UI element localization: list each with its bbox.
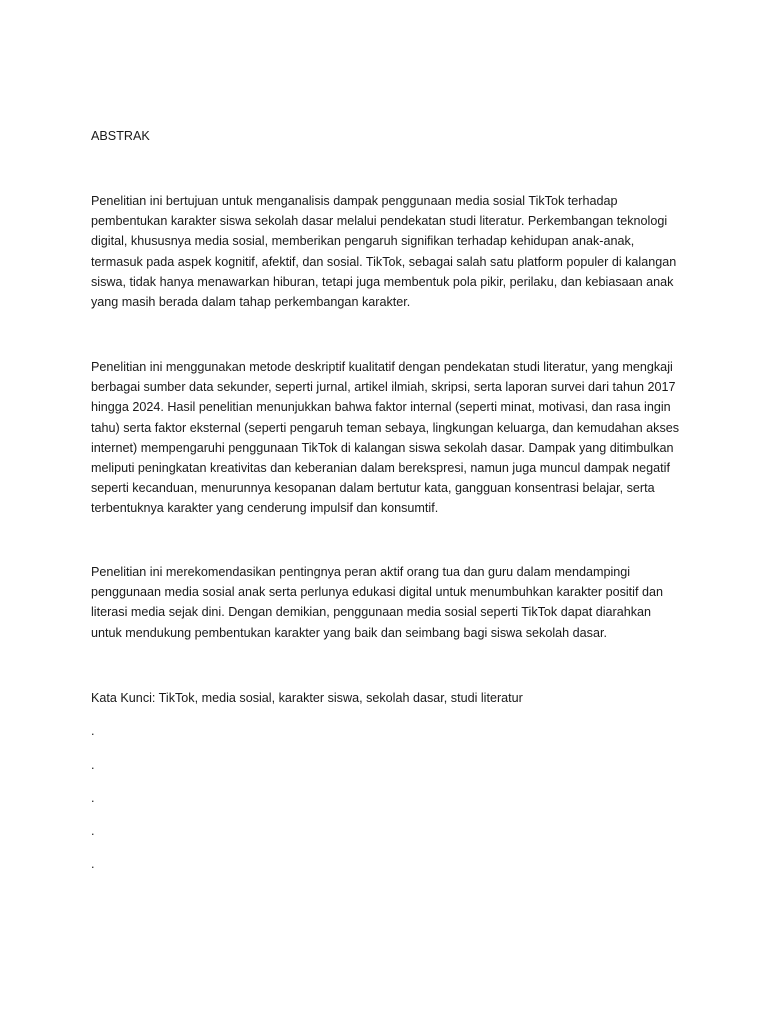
empty-line-dot: .: [91, 857, 95, 871]
abstract-heading: ABSTRAK: [91, 129, 150, 143]
abstract-paragraph-2: Penelitian ini menggunakan metode deskriptif kualitatif dengan pendekatan studi literatur, yang mengkaji berbagai sumber data sekunder, seperti jurnal, artikel ilmiah, skripsi, serta laporan survei dari tahun 2017 hingga 2024. Hasil penelitian menunjukkan bahwa faktor internal (seperti minat, motivasi, dan rasa ingin tahu) serta faktor eksternal (seperti pengaruh teman sebaya, lingkungan keluarga, dan kemudahan akses internet) mempengaruhi penggunaan TikTok di kalangan siswa sekolah dasar. Dampak yang ditimbulkan meliputi peningkatan kreativitas dan keberanian dalam berekspresi, namun juga muncul dampak negatif seperti kecanduan, menurunnya kesopanan dalam bertutur kata, gangguan konsentrasi belajar, serta terbentuknya karakter yang cenderung impulsif dan konsumtif.: [91, 360, 680, 516]
empty-line-dot: .: [91, 824, 95, 838]
abstract-paragraph-1: Penelitian ini bertujuan untuk menganalisis dampak penggunaan media sosial TikTok terhadap pembentukan karakter siswa sekolah dasar melalui pendekatan studi literatur. Perkembangan teknologi digital, khususnya media sosial, memberikan pengaruh signifikan terhadap kehidupan anak-anak, termasuk pada aspek kognitif, afektif, dan sosial. TikTok, sebagai salah satu platform populer di kalangan siswa, tidak hanya menawarkan hiburan, tetapi juga membentuk pola pikir, perilaku, dan kebiasaan anak yang masih berada dalam tahap perkembangan karakter.: [91, 194, 677, 310]
empty-line-dot: .: [91, 758, 95, 772]
keywords-line: Kata Kunci: TikTok, media sosial, karakter siswa, sekolah dasar, studi literatur: [91, 691, 523, 705]
abstract-paragraph-3: Penelitian ini merekomendasikan pentingnya peran aktif orang tua dan guru dalam mendampingi penggunaan media sosial anak serta perlunya edukasi digital untuk menumbuhkan karakter positif dan literasi media sejak dini. Dengan demikian, penggunaan media sosial seperti TikTok dapat diarahkan untuk mendukung pembentukan karakter yang baik dan seimbang bagi siswa sekolah dasar.: [91, 565, 663, 640]
empty-line-dot: .: [91, 791, 95, 805]
empty-line-dot: .: [91, 724, 95, 738]
